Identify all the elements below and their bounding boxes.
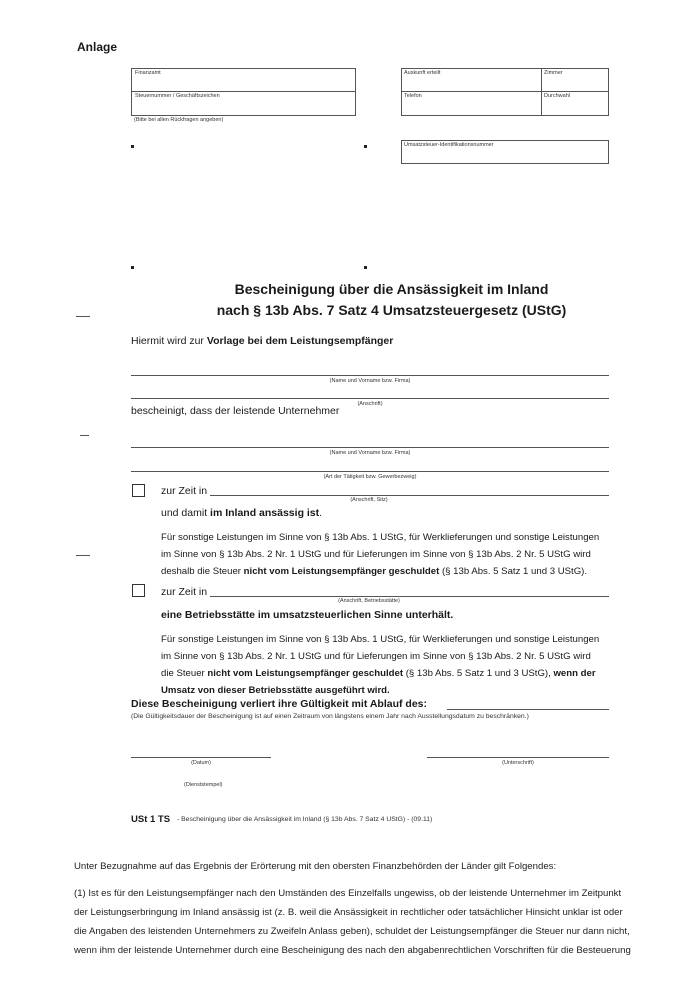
name-line-1[interactable] [131,375,609,376]
option1-label: zur Zeit in [161,485,208,497]
dienststempel-caption: (Dienststempel) [184,782,223,788]
unterschrift-line[interactable] [427,757,609,758]
gueltigkeit-label: Diese Bescheinigung verliert ihre Gültigkeit mit Ablauf des: [131,698,428,710]
corner-mark [131,145,134,148]
option2-address-line[interactable] [210,596,609,597]
corner-mark [131,266,134,269]
caption-name-2: (Name und Vorname bzw. Firma) [329,450,411,456]
caption-anschrift-1: (Anschrift) [357,401,383,407]
fold-mark [80,435,89,436]
option2-paragraph: Für sonstige Leistungen im Sinne von § 13b Abs. 1 UStG, für Werklieferungen und sonstige Leistungen im Sinne von § 13b Abs. 2 Nr. 1 UStG und für Lieferungen im Sinne von § 13b Abs. 2 Nr. 5 UStG wird die Steuer nicht vom Leistungsempfänger geschuldet (§ 13b Abs. 5 Satz 1 und 3 UStG), wenn der Umsatz von dieser Betriebsstätte ausgeführt wird. [161,634,600,696]
datum-line[interactable] [131,757,271,758]
taetigkeit-line[interactable] [131,471,609,472]
bescheinigt-text: bescheinigt, dass der leistende Unternehmer [131,405,340,417]
option1-address-line[interactable] [210,495,609,496]
anlage-heading: Anlage [77,40,118,54]
title-line1: Bescheinigung über die Ansässigkeit im Inland [234,281,549,297]
durchwahl-label: Durchwahl [544,93,570,99]
option2-caption: (Anschrift, Betriebsstätte) [338,598,400,604]
auskunft-label: Auskunft erteilt [404,70,441,76]
body-paragraph-2: (1) Ist es für den Leistungsempfänger nach den Umständen des Einzelfalls ungewiss, ob der leistende Unternehmer im Zeitpunkt der Leistungserbringung im Inland ansässig ist (z. B. weil die Ansässigkeit in rechtlicher oder tatsächlicher Hinsicht unklar ist oder die Angaben des leistenden Unternehmers zu Zweifeln Anlass geben), schuldet der Leistungsempfänger die Steuer nur dann nicht, wenn ihm der leistende Unternehmer durch eine Bescheinigung des nach den abgabenrechtlichen Vorschriften für die Besteuerung [74,888,631,956]
bitte-note: (Bitte bei allen Rückfragen angeben) [134,117,224,123]
option1-paragraph: Für sonstige Leistungen im Sinne von § 13b Abs. 1 UStG, für Werklieferungen und sonstige Leistungen im Sinne von § 13b Abs. 2 Nr. 1 UStG und für Lieferungen im Sinne von § 13b Abs. 2 Nr. 5 UStG wird deshalb die Steuer nicht vom Leistungsempfänger geschuldet (§ 13b Abs. 5 Satz 1 und 3 UStG). [161,532,600,577]
zimmer-label: Zimmer [544,70,563,76]
finanzamt-label: Finanzamt [135,70,161,76]
ustid-label: Umsatzsteuer-Identifikationsnummer [404,142,494,148]
option1-line2: und damit im Inland ansässig ist. [161,507,323,519]
option2-label: zur Zeit in [161,586,208,598]
form-footer-text: - Bescheinigung über die Ansässigkeit im Inland (§ 13b Abs. 7 Satz 4 UStG) - (09.11) [177,816,433,823]
option-inland-checkbox[interactable] [132,484,145,497]
option1-caption: (Anschrift, Sitz) [350,497,388,503]
finanzamt-box[interactable] [131,68,356,92]
datum-caption: (Datum) [191,760,211,766]
gueltigkeit-line[interactable] [447,709,609,710]
caption-taetigkeit: (Art der Tätigkeit bzw. Gewerbezweig) [323,474,417,480]
name-line-2[interactable] [131,447,609,448]
telefon-box[interactable] [401,91,542,116]
title-line2: nach § 13b Abs. 7 Satz 4 Umsatzsteuergesetz (UStG) [216,302,567,318]
fold-mark [76,555,90,556]
intro-text: Hiermit wird zur Vorlage bei dem Leistungsempfänger [131,335,394,347]
corner-mark [364,266,367,269]
form-code: USt 1 TS [131,814,171,825]
caption-name-1: (Name und Vorname bzw. Firma) [329,378,411,384]
option-betriebsstaette-checkbox[interactable] [132,584,145,597]
body-paragraph-1: Unter Bezugnahme auf das Ergebnis der Erörterung mit den obersten Finanzbehörden der Länder gilt Folgendes: [74,861,557,872]
gueltigkeit-note: (Die Gültigkeitsdauer der Bescheinigung ist auf einen Zeitraum von längstens einem Jahr nach Ausstellungsdatum zu beschränken.) [131,713,529,720]
option2-line2: eine Betriebsstätte im umsatzsteuerlichen Sinne unterhält. [161,609,454,621]
steuernummer-label: Steuernummer / Geschäftszeichen [135,93,220,99]
corner-mark [364,145,367,148]
anschrift-line-1[interactable] [131,398,609,399]
telefon-label: Telefon [404,93,422,99]
unterschrift-caption: (Unterschrift) [502,760,534,766]
